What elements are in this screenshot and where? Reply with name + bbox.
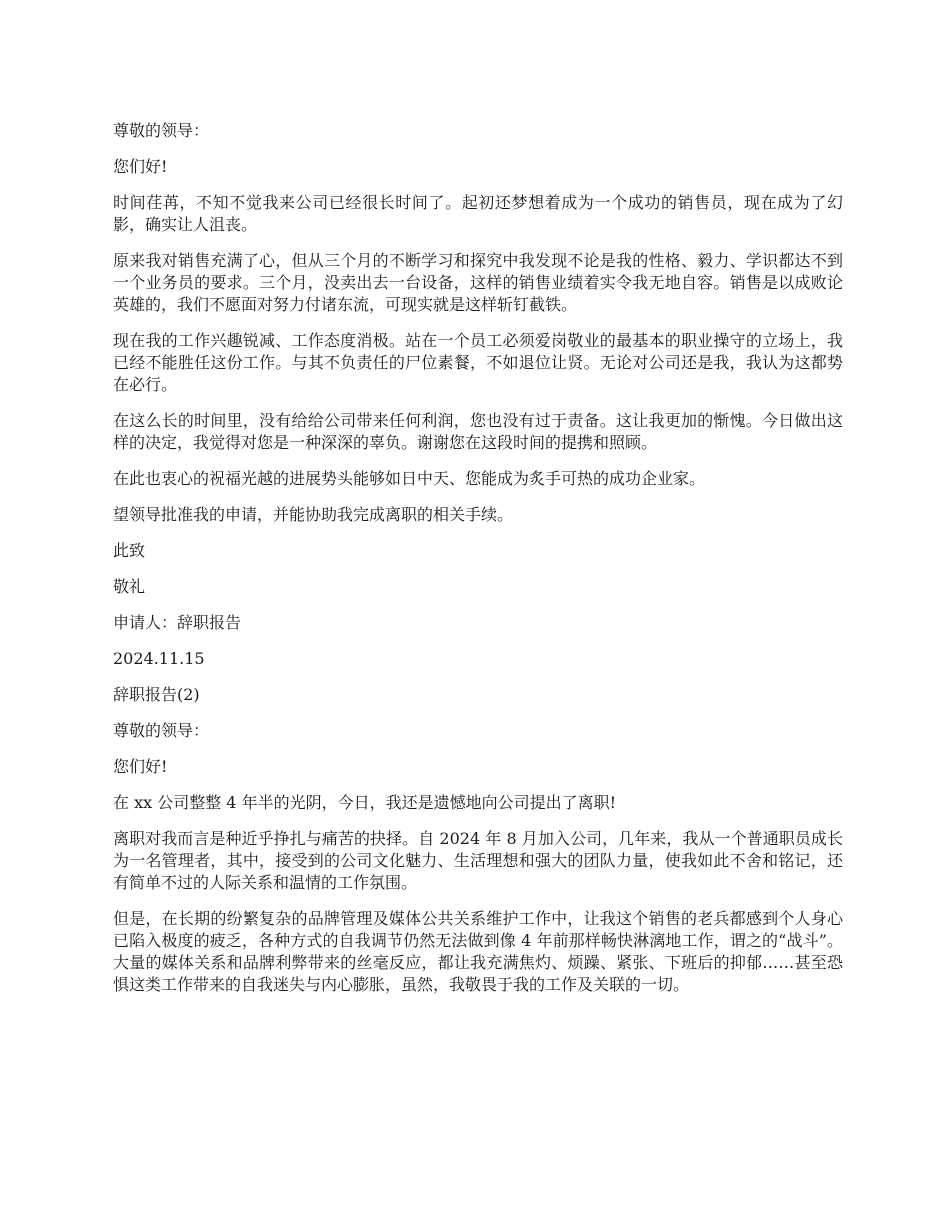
closing-regards: 敬礼 [113,577,146,596]
closing-line: 此致 [113,541,146,560]
section-title: 辞职报告(2) [113,685,200,704]
body-paragraph: 望领导批准我的申请，并能协助我完成离职的相关手续。 [113,505,514,524]
applicant-line: 申请人：辞职报告 [113,613,242,632]
body-paragraph: 但是，在长期的纷繁复杂的品牌管理及媒体公共关系维护工作中，让我这个销售的老兵都感到个人身心已陷入极度的疲乏，各种方式的自我调节仍然无法做到像 4 年前那样畅快淋漓地工作，谓之的“战斗”。大量的媒体关系和品牌利弊带来的丝毫反应，都让我充满焦灼、烦躁、紧张、下班后的抑郁……甚至恐惧这类工作带来的自我迷失与内心膨胀，虽然，我敬畏于我的工作及关联的一切。 [113,909,843,994]
body-paragraph: 在此也衷心的祝福光越的进展势头能够如日中天、您能成为炙手可热的成功企业家。 [113,469,706,488]
date-line: 2024.11.15 [113,649,205,668]
salutation: 尊敬的领导： [113,721,210,740]
body-paragraph: 离职对我而言是种近乎挣扎与痛苦的抉择。自 2024 年 8 月加入公司，几年来，我从一个普通职员成长为一名管理者，其中，接受到的公司文化魅力、生活理想和强大的团队力量，使我如此不舍和铭记，还有简单不过的人际关系和温情的工作氛围。 [113,829,843,892]
greeting: 您们好! [113,157,168,176]
body-paragraph: 时间荏苒，不知不觉我来公司已经很长时间了。起初还梦想着成为一个成功的销售员，现在成为了幻影，确实让人沮丧。 [113,193,843,234]
body-paragraph: 现在我的工作兴趣锐减、工作态度消极。站在一个员工必须爱岗敬业的最基本的职业操守的立场上，我已经不能胜任这份工作。与其不负责任的尸位素餐，不如退位让贤。无论对公司还是我，我认为这都势在必行。 [113,331,843,394]
greeting: 您们好! [113,757,168,776]
salutation: 尊敬的领导： [113,121,210,140]
body-paragraph: 在 xx 公司整整 4 年半的光阴，今日，我还是遗憾地向公司提出了离职! [113,793,617,812]
body-paragraph: 在这么长的时间里，没有给给公司带来任何利润，您也没有过于责备。这让我更加的惭愧。今日做出这样的决定，我觉得对您是一种深深的辜负。谢谢您在这段时间的提携和照顾。 [113,411,843,452]
document-body [113,120,843,1010]
body-paragraph: 原来我对销售充满了心，但从三个月的不断学习和探究中我发现不论是我的性格、毅力、学识都达不到一个业务员的要求。三个月，没卖出去一台设备，这样的销售业绩着实令我无地自容。销售是以成败论英雄的，我们不愿面对努力付诸东流，可现实就是这样斩钉截铁。 [113,251,843,314]
